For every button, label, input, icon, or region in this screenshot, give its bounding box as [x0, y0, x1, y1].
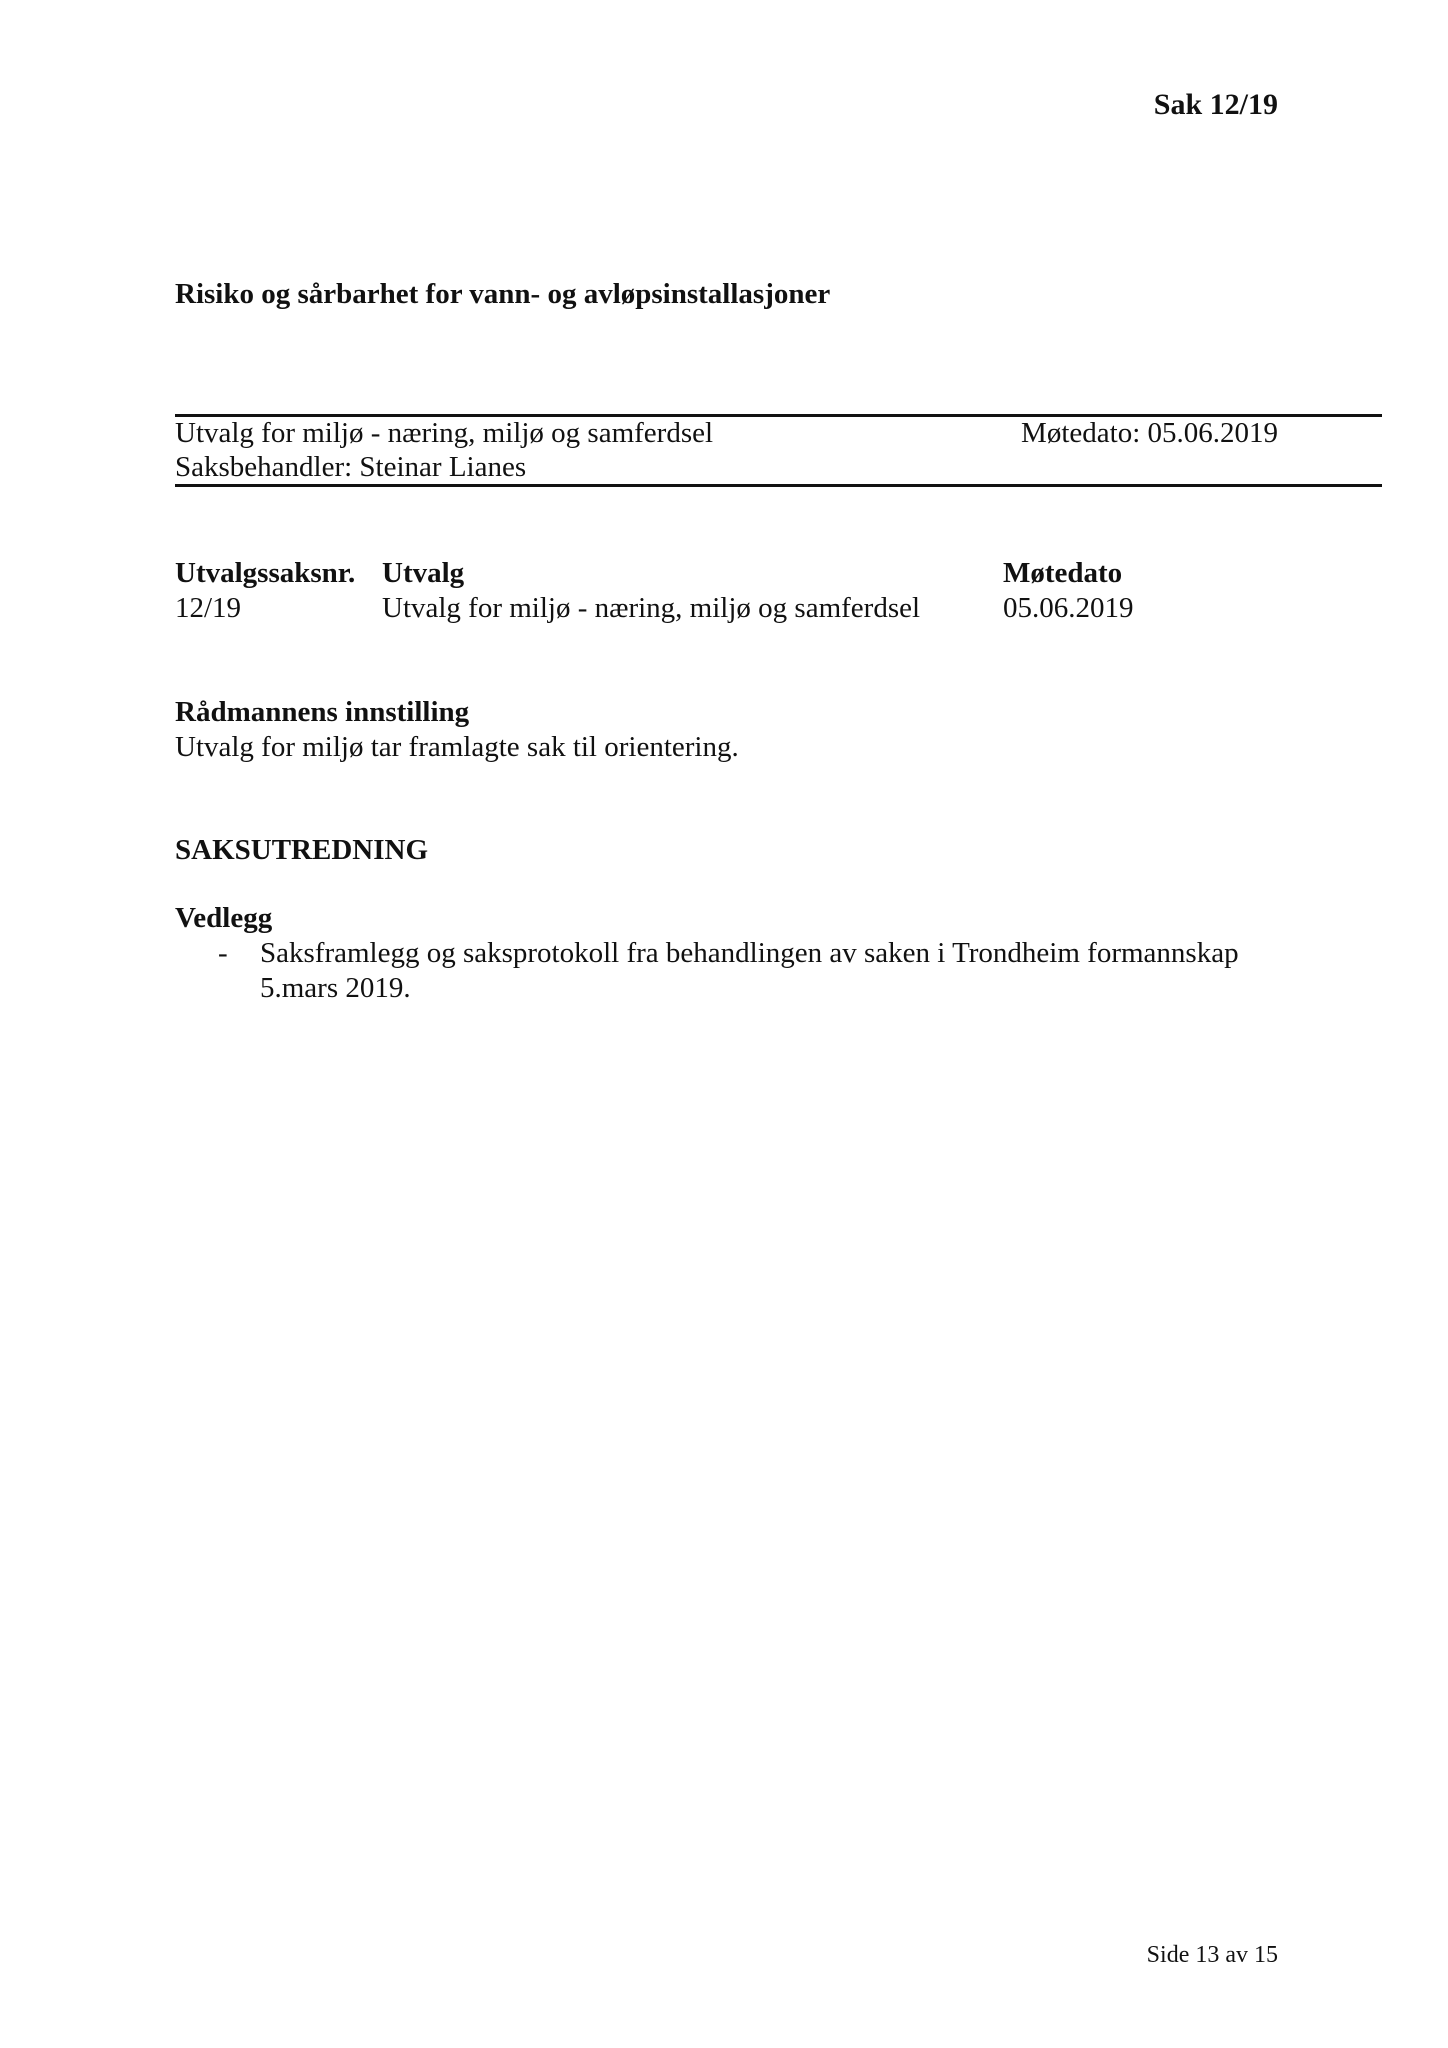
table-header-case-number: Utvalgssaksnr.	[175, 557, 356, 589]
committee-name: Utvalg for miljø - næring, miljø og samferdsel	[175, 417, 714, 449]
table-header-meeting-date: Møtedato	[1003, 557, 1123, 589]
bullet-dash: -	[218, 937, 228, 969]
page-number: Side 13 av 15	[1146, 1942, 1278, 1968]
attachments-heading: Vedlegg	[175, 902, 273, 934]
case-handler: Saksbehandler: Steinar Lianes	[175, 451, 527, 483]
table-cell-committee: Utvalg for miljø - næring, miljø og samferdsel	[382, 592, 921, 624]
recommendation-heading: Rådmannens innstilling	[175, 696, 470, 728]
table-cell-case-number: 12/19	[175, 592, 242, 624]
document-title: Risiko og sårbarhet for vann- og avløpsinstallasjoner	[175, 278, 831, 310]
case-reference: Sak 12/19	[1153, 88, 1278, 121]
meeting-date: Møtedato: 05.06.2019	[1021, 417, 1278, 449]
investigation-heading: SAKSUTREDNING	[175, 834, 428, 866]
table-cell-meeting-date: 05.06.2019	[1003, 592, 1134, 624]
recommendation-text: Utvalg for miljø tar framlagte sak til orientering.	[175, 731, 739, 763]
attachment-text-line1: Saksframlegg og saksprotokoll fra behandlingen av saken i Trondheim formannskap	[260, 937, 1239, 969]
bottom-rule	[175, 484, 1382, 487]
table-header-committee: Utvalg	[382, 557, 465, 589]
attachment-text-line2: 5.mars 2019.	[260, 972, 411, 1004]
